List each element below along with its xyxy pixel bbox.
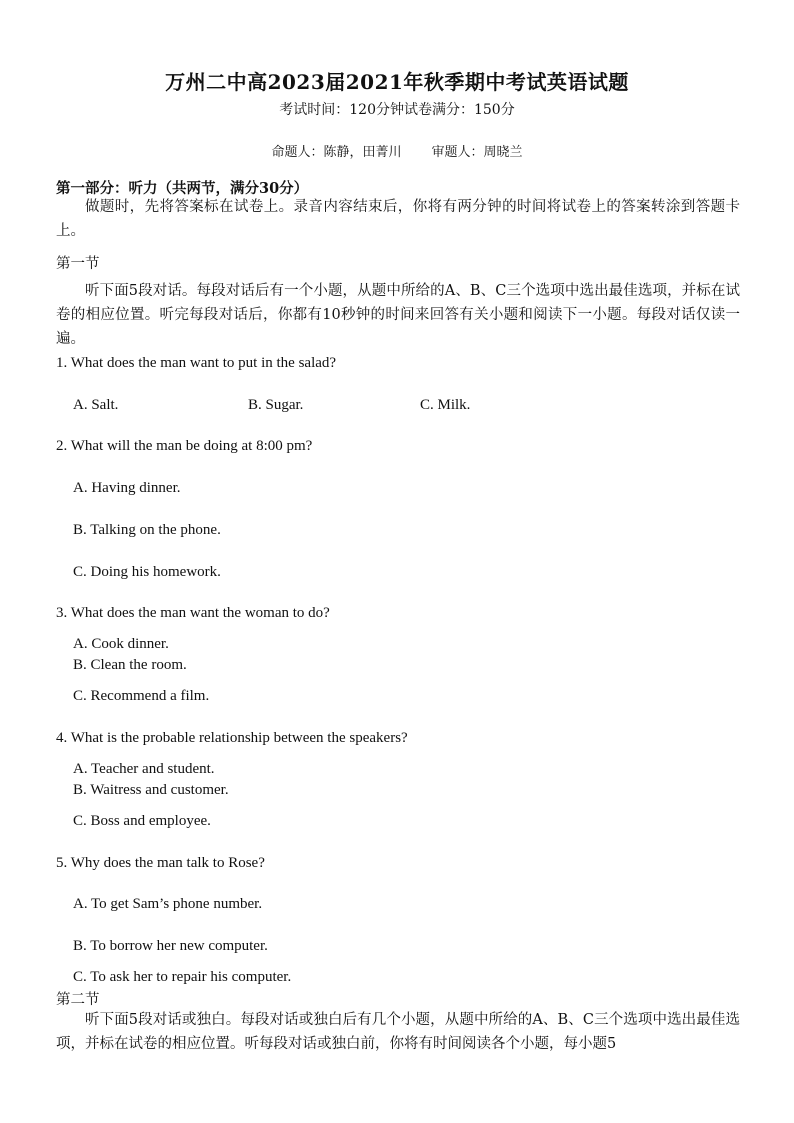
q1-option-c: C. Milk. [420,397,471,413]
part1-heading: 第一部分：听力（共两节，满分30分） [56,180,309,197]
question-3: 3. What does the man want the woman to do? [56,605,330,621]
question-reviewer: 审题人：周晓兰 [431,145,523,160]
q2-option-c: C. Doing his homework. [73,564,221,580]
section2-instructions: 听下面5段对话或独白。每段对话或独白后有几个小题，从题中所给的A、B、C三个选项中选出最佳选项，并标在试卷的相应位置。听每段对话或独白前，你将有时间阅读各个小题，每小题5 [56,1012,740,1052]
q2-option-a: A. Having dinner. [73,480,181,496]
question-2: 2. What will the man be doing at 8:00 pm? [56,438,313,454]
part1-intro: 做题时，先将答案标在试卷上。录音内容结束后，你将有两分钟的时间将试卷上的答案转涂到答题卡上。 [56,199,740,239]
q3-option-b: B. Clean the room. [73,657,187,673]
section1-label: 第一节 [56,256,100,272]
q3-option-a: A. Cook dinner. [73,636,169,652]
section2-label: 第二节 [56,992,100,1008]
authors-line [0,141,794,160]
exam-title: 万州二中高2023届2021年秋季期中考试英语试题 [165,70,629,94]
question-1: 1. What does the man want to put in the salad? [56,355,337,371]
q5-option-a: A. To get Sam’s phone number. [73,896,263,912]
question-4: 4. What is the probable relationship between the speakers? [56,730,408,746]
q3-option-c: C. Recommend a film. [73,688,210,704]
q5-option-c: C. To ask her to repair his computer. [73,969,292,985]
question-setter: 命题人：陈静，田菁川 [271,145,402,160]
q2-option-b: B. Talking on the phone. [73,522,221,538]
exam-time-and-score: 考试时间：120分钟试卷满分：150分 [279,102,515,118]
q1-option-b: B. Sugar. [248,397,304,413]
q1-option-a: A. Salt. [73,397,119,413]
q5-option-b: B. To borrow her new computer. [73,938,268,954]
question-5: 5. Why does the man talk to Rose? [56,855,265,871]
q4-option-a: A. Teacher and student. [73,761,215,777]
q4-option-c: C. Boss and employee. [73,813,211,829]
q4-option-b: B. Waitress and customer. [73,782,229,798]
section1-instructions: 听下面5段对话。每段对话后有一个小题，从题中所给的A、B、C三个选项中选出最佳选项，并标在试卷的相应位置。听完每段对话后，你都有10秒钟的时间来回答有关小题和阅读下一小题。每段对话仅读一遍。 [56,283,740,347]
